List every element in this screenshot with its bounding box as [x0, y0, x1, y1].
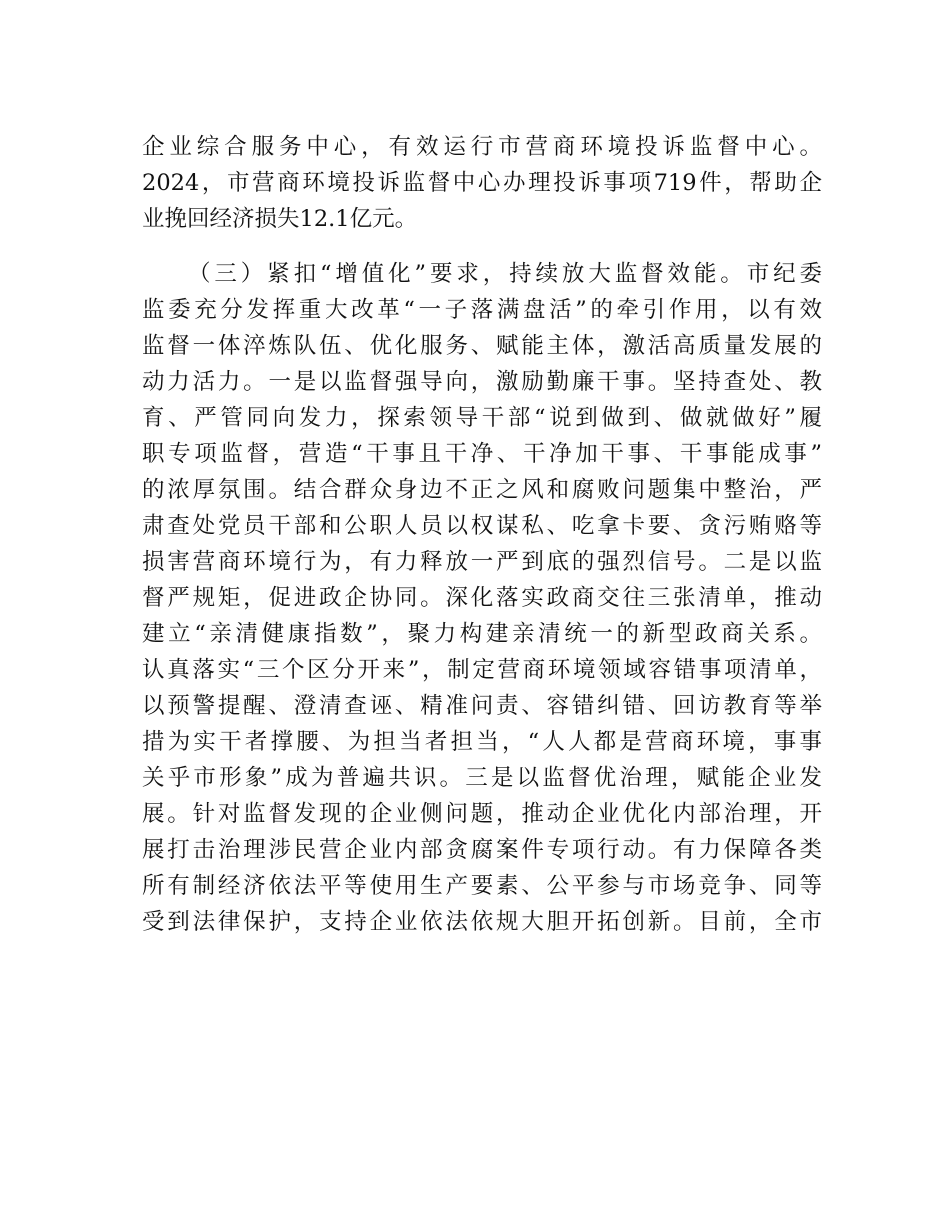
paragraph-line: 动力活力。一是以监督强导向，激励勤廉干事。坚持查处、教	[142, 369, 822, 395]
paragraph-line: 肃查处党员干部和公职人员以权谋私、吃拿卡要、贪污贿赂等	[142, 513, 822, 539]
paragraph-line: 2024，市营商环境投诉监督中心办理投诉事项719件，帮助企	[142, 170, 822, 196]
paragraph-line: 的浓厚氛围。结合群众身边不正之风和腐败问题集中整治，严	[142, 477, 822, 503]
paragraph-line: 展。针对监督发现的企业侧问题，推动企业优化内部治理，开	[142, 801, 822, 827]
paragraph-line: 措为实干者撑腰、为担当者担当，“人人都是营商环境，事事	[142, 729, 822, 755]
paragraph-line: 以预警提醒、澄清查诬、精准问责、容错纠错、回访教育等举	[142, 693, 822, 719]
paragraph-line: 企业综合服务中心，有效运行市营商环境投诉监督中心。	[142, 134, 822, 160]
paragraph-line: 认真落实“三个区分开来”，制定营商环境领域容错事项清单，	[142, 657, 822, 683]
paragraph-line: 所有制经济依法平等使用生产要素、公平参与市场竞争、同等	[142, 873, 822, 899]
section-heading-line: （三）紧扣“增值化”要求，持续放大监督效能。市纪委	[188, 261, 822, 287]
paragraph-line: 展打击治理涉民营企业内部贪腐案件专项行动。有力保障各类	[142, 837, 822, 863]
paragraph-line: 业挽回经济损失12.1亿元。	[142, 206, 418, 232]
paragraph-line: 职专项监督，营造“干事且干净、干净加干事、干事能成事”	[142, 441, 822, 467]
paragraph-line: 育、严管同向发力，探索领导干部“说到做到、做就做好”履	[142, 405, 822, 431]
paragraph-line: 受到法律保护，支持企业依法依规大胆开拓创新。目前，全市	[142, 909, 822, 935]
paragraph-line: 监委充分发挥重大改革“一子落满盘活”的牵引作用，以有效	[142, 297, 822, 323]
paragraph-line: 关乎市形象”成为普遍共识。三是以监督优治理，赋能企业发	[142, 765, 822, 791]
paragraph-line: 建立“亲清健康指数”，聚力构建亲清统一的新型政商关系。	[142, 621, 822, 647]
paragraph-line: 督严规矩，促进政企协同。深化落实政商交往三张清单，推动	[142, 585, 822, 611]
paragraph-line: 监督一体淬炼队伍、优化服务、赋能主体，激活高质量发展的	[142, 333, 822, 359]
paragraph-line: 损害营商环境行为，有力释放一严到底的强烈信号。二是以监	[142, 549, 822, 575]
